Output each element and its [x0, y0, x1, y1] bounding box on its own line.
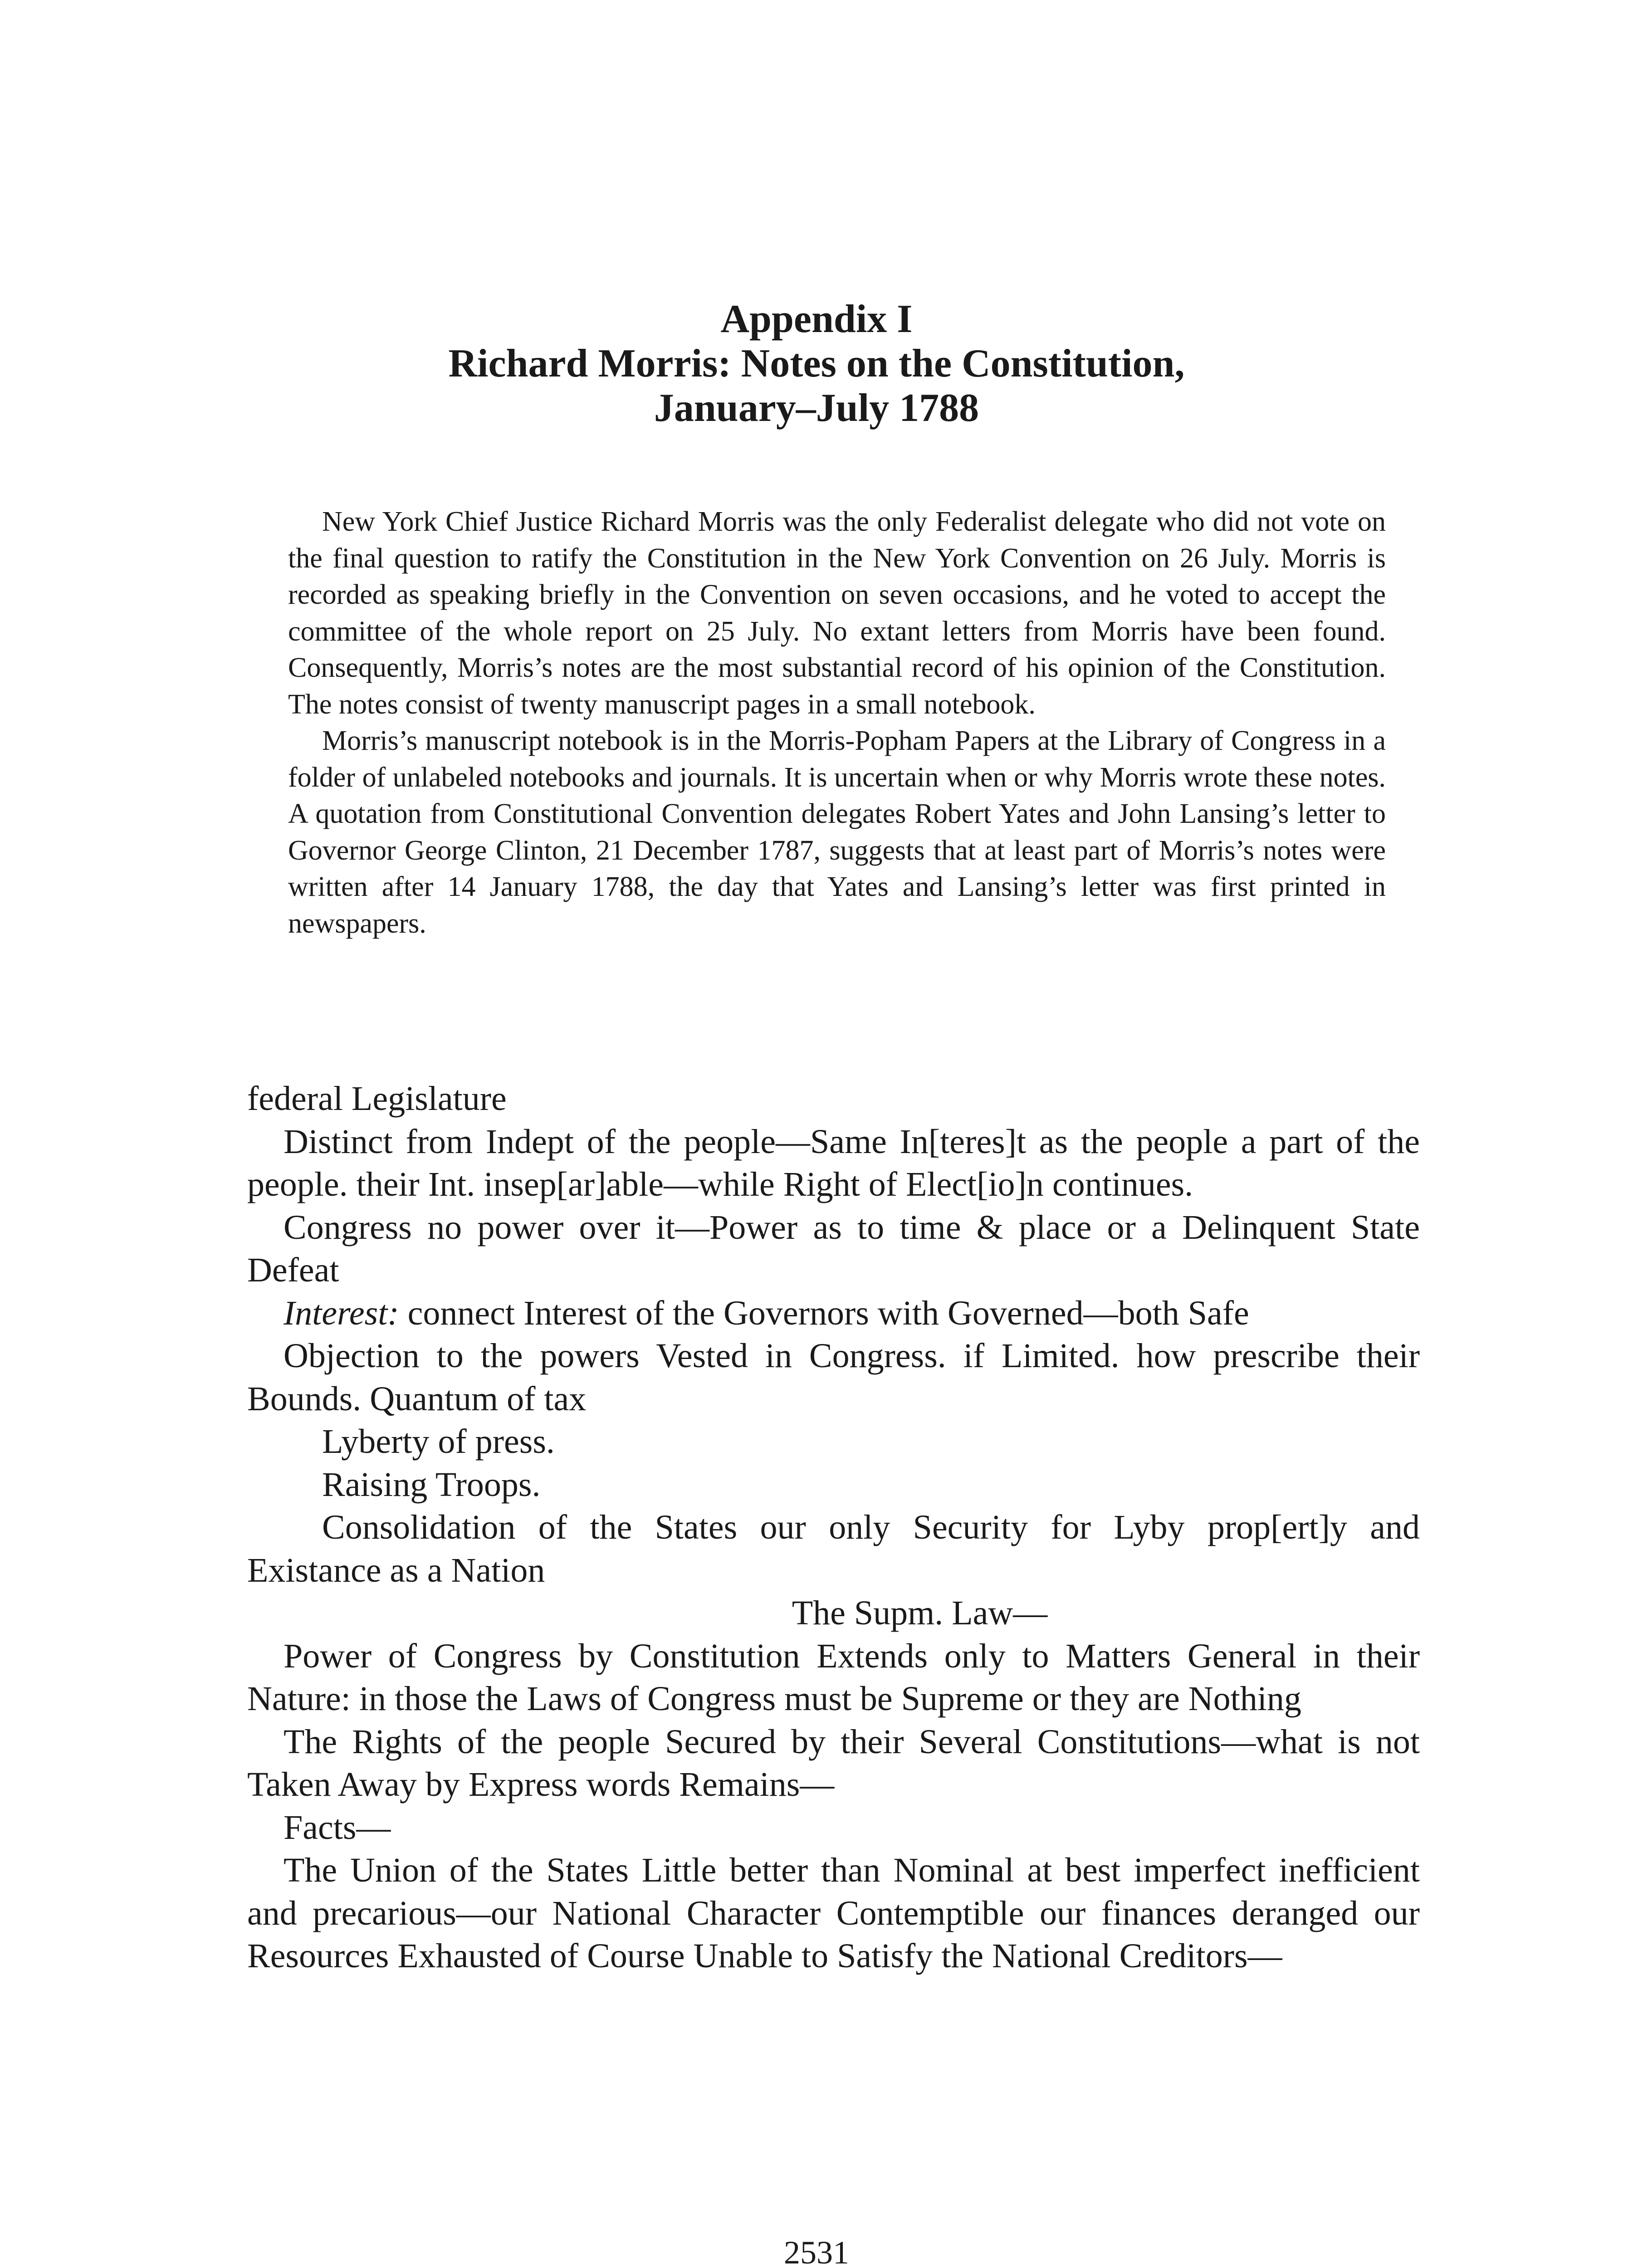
- appendix-label: Appendix I: [720, 297, 913, 341]
- notes-paragraph-6: The Rights of the people Secured by their Several Constitutions—what is not Taken Away by Express words Remains—: [247, 1722, 1420, 1804]
- notes-paragraph-3: [247, 1292, 1420, 1335]
- interest-label: Interest:: [284, 1294, 399, 1332]
- interest-text: connect Interest of the Governors with Governed—both Safe: [399, 1294, 1249, 1332]
- notes-paragraph-2: Congress no power over it—Power as to time & place or a Delinquent State Defeat: [247, 1208, 1420, 1289]
- notes-paragraph-7: The Union of the States Little better than Nominal at best imperfect inefficient and precarious—our National Character Contemptible our finances deranged our Resources Exhausted of Course Unable to Satisfy the National Creditors—: [247, 1851, 1420, 1975]
- page-number: 2531: [784, 2234, 849, 2268]
- intro-paragraph-1: New York Chief Justice Richard Morris was the only Federalist delegate who did not vote on the final question to ratify the Constitution in the New York Convention on 26 July. Morris is recorded as speaking briefly in the Convention on seven occasions, and he voted to accept the committee of the whole report on 25 July. No extant letters from Morris have been found. Consequently, Morris’s notes are the most substantial record of his opinion of the Constitution. The notes consist of twenty manuscript pages in a small notebook.: [288, 506, 1386, 720]
- objection-item-2: Raising Troops.: [322, 1465, 541, 1504]
- supreme-law-heading: The Supm. Law—: [792, 1594, 1048, 1632]
- title-block: [245, 297, 1388, 430]
- document-title: Richard Morris: Notes on the Constitution,: [448, 342, 1185, 386]
- intro-paragraph-2: Morris’s manuscript notebook is in the Morris-Popham Papers at the Library of Congress in a folder of unlabeled notebooks and journals. It is uncertain when or why Morris wrote these notes. A quotation from Constitutional Convention delegates Robert Yates and John Lansing’s letter to Governor George Clinton, 21 December 1787, suggests that at least part of Morris’s notes were written after 14 January 1788, the day that Yates and Lansing’s letter was first printed in newspapers.: [288, 725, 1386, 939]
- document-date: January–July 1788: [654, 386, 979, 430]
- objection-item-1: Lyberty of press.: [322, 1422, 555, 1461]
- notes-paragraph-1: Distinct from Indept of the people—Same In[teres]t as the people a part of the people. their Int. insep[ar]able—while Right of Elect[io]n continues.: [247, 1122, 1420, 1203]
- editorial-introduction: [288, 503, 1386, 942]
- transcribed-notes: [247, 1077, 1420, 1978]
- notes-paragraph-5: Power of Congress by Constitution Extends only to Matters General in their Nature: in those the Laws of Congress must be Supreme or they are Nothing: [247, 1637, 1420, 1718]
- objection-item-3: Consolidation of the States our only Security for Lyby prop[ert]y and Existance as a Nation: [247, 1508, 1420, 1589]
- notes-paragraph-4: Objection to the powers Vested in Congress. if Limited. how prescribe their Bounds. Quantum of tax: [247, 1337, 1420, 1418]
- facts-heading: Facts—: [284, 1808, 391, 1847]
- notes-heading: federal Legislature: [247, 1080, 507, 1118]
